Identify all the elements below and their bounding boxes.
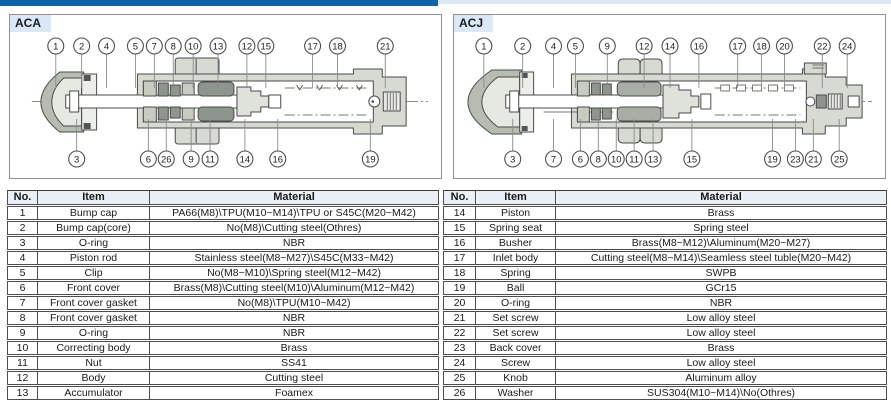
front-cover-gasket bbox=[591, 83, 600, 95]
cell-no: 22 bbox=[443, 326, 476, 340]
callout-number: 5 bbox=[132, 41, 139, 53]
callout-number: 12 bbox=[638, 41, 650, 53]
header-no: No. bbox=[443, 190, 476, 205]
cell-item: Front cover gasket bbox=[38, 296, 150, 310]
table-header-row bbox=[443, 190, 887, 205]
cell-item: Ball bbox=[476, 281, 556, 295]
callout-number: 2 bbox=[520, 41, 526, 53]
cell-no: 12 bbox=[7, 371, 38, 385]
ball bbox=[806, 97, 815, 106]
callout-number: 8 bbox=[170, 41, 176, 53]
cell-material: No(M8)\Cutting steel(Othres) bbox=[150, 221, 439, 235]
cell-material: Cutting steel(M8~M14)\Seamless steel tuble(M20~M42) bbox=[556, 251, 887, 265]
cell-material: Brass bbox=[150, 341, 439, 355]
table-row bbox=[443, 281, 887, 295]
header-item: Item bbox=[38, 190, 150, 205]
diagram-label-aca: ACA bbox=[10, 15, 51, 32]
cell-item: Front cover bbox=[38, 281, 150, 295]
callout-number: 3 bbox=[510, 154, 516, 166]
cell-no: 21 bbox=[443, 311, 476, 325]
header-material: Material bbox=[150, 190, 439, 205]
cell-no: 2 bbox=[7, 221, 38, 235]
piston-rod bbox=[506, 95, 665, 108]
cell-material: NBR bbox=[150, 236, 439, 250]
cell-material: SUS304(M10~M14)\No(Othres) bbox=[556, 386, 887, 400]
ball bbox=[369, 96, 380, 107]
cell-no: 1 bbox=[7, 206, 38, 220]
table-row bbox=[443, 356, 887, 370]
cell-item: Body bbox=[38, 371, 150, 385]
table-row bbox=[443, 341, 887, 355]
cell-item: O-ring bbox=[38, 326, 150, 340]
table-row bbox=[7, 206, 439, 220]
cell-no: 3 bbox=[7, 236, 38, 250]
cell-material: No(M8~M10)\Spring steel(M12~M42) bbox=[150, 266, 439, 280]
callout-number: 13 bbox=[647, 154, 659, 166]
diagram-aca-cross-section bbox=[10, 15, 441, 178]
accumulator bbox=[617, 82, 661, 96]
cell-no: 18 bbox=[443, 266, 476, 280]
callout-number: 6 bbox=[577, 154, 584, 166]
table-header-row bbox=[7, 190, 439, 205]
header-item: Item bbox=[476, 190, 556, 205]
header-no: No. bbox=[7, 190, 38, 205]
callout-number: 16 bbox=[693, 41, 705, 53]
callout-number: 13 bbox=[212, 41, 224, 53]
cell-no: 10 bbox=[7, 341, 38, 355]
table-row bbox=[7, 341, 439, 355]
cell-no: 5 bbox=[7, 266, 38, 280]
callout-number: 16 bbox=[272, 154, 284, 166]
table-row bbox=[7, 296, 439, 310]
cell-no: 11 bbox=[7, 356, 38, 370]
cell-item: Spring seat bbox=[476, 221, 556, 235]
cell-item: Piston bbox=[476, 206, 556, 220]
cell-item: Correcting body bbox=[38, 341, 150, 355]
callout-number: 23 bbox=[790, 154, 801, 166]
callout-number: 15 bbox=[686, 154, 698, 166]
table-row bbox=[443, 266, 887, 280]
diagram-label-acj: ACJ bbox=[454, 15, 493, 32]
cell-material: Stainless steel(M8~M27)\S45C(M33~M42) bbox=[150, 251, 439, 265]
cell-item: Set screw bbox=[476, 311, 556, 325]
callout-number: 17 bbox=[307, 41, 318, 53]
callout-number: 4 bbox=[103, 41, 110, 53]
nut-top bbox=[618, 59, 640, 74]
callout-number: 10 bbox=[187, 41, 199, 53]
callout-number: 19 bbox=[767, 154, 778, 166]
cell-material: Spring steel bbox=[556, 221, 887, 235]
callout-number: 18 bbox=[332, 41, 343, 53]
callout-number: 3 bbox=[74, 154, 80, 166]
piston-rod bbox=[66, 95, 247, 108]
cell-no: 6 bbox=[7, 281, 38, 295]
table-row bbox=[443, 206, 887, 220]
cell-no: 13 bbox=[7, 386, 38, 400]
cell-no: 26 bbox=[443, 386, 476, 400]
table-row bbox=[443, 236, 887, 250]
callout-number: 14 bbox=[239, 154, 251, 166]
cell-material: Low alloy steel bbox=[556, 356, 887, 370]
callout-number: 21 bbox=[808, 154, 819, 166]
cell-item: Piston rod bbox=[38, 251, 150, 265]
set-screw bbox=[383, 92, 400, 111]
cell-material: SWPB bbox=[556, 266, 887, 280]
table-row bbox=[7, 281, 439, 295]
topbar-accent-dark bbox=[0, 0, 438, 6]
cell-item: Spring bbox=[476, 266, 556, 280]
table-row bbox=[7, 236, 439, 250]
callout-number: 8 bbox=[595, 154, 601, 166]
table-row bbox=[7, 311, 439, 325]
table-row bbox=[7, 326, 439, 340]
cell-material: Foamex bbox=[150, 386, 439, 400]
callout-number: 6 bbox=[145, 154, 151, 166]
cell-no: 19 bbox=[443, 281, 476, 295]
callout-number: 7 bbox=[151, 41, 157, 53]
table-row bbox=[443, 371, 887, 385]
cell-material: Brass bbox=[556, 341, 887, 355]
table-row bbox=[7, 251, 439, 265]
callout-number: 7 bbox=[550, 154, 557, 166]
callout-number: 10 bbox=[610, 154, 622, 166]
callout-number: 15 bbox=[260, 41, 272, 53]
cell-material: SS41 bbox=[150, 356, 439, 370]
cell-no: 4 bbox=[7, 251, 38, 265]
callout-number: 1 bbox=[53, 41, 59, 53]
correcting-body bbox=[182, 83, 194, 95]
callout-number: 14 bbox=[664, 41, 676, 53]
table-row bbox=[7, 356, 439, 370]
parts-table-right bbox=[443, 189, 887, 401]
cell-item: Inlet body bbox=[476, 251, 556, 265]
cell-item: Screw bbox=[476, 356, 556, 370]
cell-no: 7 bbox=[7, 296, 38, 310]
cell-no: 25 bbox=[443, 371, 476, 385]
cell-item: Bump cap bbox=[38, 206, 150, 220]
table-row bbox=[443, 251, 887, 265]
cell-no: 15 bbox=[443, 221, 476, 235]
callout-number: 12 bbox=[241, 41, 253, 53]
cell-no: 17 bbox=[443, 251, 476, 265]
spring-seat bbox=[701, 94, 711, 109]
parts-tables bbox=[7, 189, 887, 401]
callout-number: 20 bbox=[779, 41, 790, 53]
front-cover-gasket bbox=[158, 83, 168, 96]
top-accent-bar bbox=[0, 0, 891, 6]
table-row bbox=[7, 266, 439, 280]
callout-number: 5 bbox=[572, 41, 579, 53]
cell-material: Cutting steel bbox=[150, 371, 439, 385]
callout-number: 11 bbox=[205, 154, 215, 166]
cell-material: No(M8)\TPU(M10~M42) bbox=[150, 296, 439, 310]
callout-number: 19 bbox=[365, 154, 376, 166]
cell-item: Set screw bbox=[476, 326, 556, 340]
callout-number: 17 bbox=[732, 41, 743, 53]
cell-item: Busher bbox=[476, 236, 556, 250]
cell-item: Washer bbox=[476, 386, 556, 400]
table-row bbox=[7, 371, 439, 385]
back-screw bbox=[848, 96, 859, 107]
table-row bbox=[443, 221, 887, 235]
callout-number: 21 bbox=[379, 41, 391, 53]
header-material: Material bbox=[556, 190, 887, 205]
cell-item: O-ring bbox=[38, 236, 150, 250]
nut-bottom bbox=[175, 128, 219, 144]
cell-material: NBR bbox=[150, 326, 439, 340]
callout-number: 2 bbox=[79, 41, 85, 53]
diagram-panels bbox=[9, 14, 886, 179]
cell-material: Aluminum alloy bbox=[556, 371, 887, 385]
nut-bottom bbox=[618, 128, 640, 143]
diagram-acj-cross-section bbox=[454, 15, 885, 178]
cell-material: Low alloy steel bbox=[556, 326, 887, 340]
callout-number: 11 bbox=[629, 154, 640, 166]
table-row bbox=[443, 326, 887, 340]
cell-item: Back cover bbox=[476, 341, 556, 355]
cell-material: Brass bbox=[556, 206, 887, 220]
cell-no: 20 bbox=[443, 296, 476, 310]
cell-no: 16 bbox=[443, 236, 476, 250]
cell-no: 9 bbox=[7, 326, 38, 340]
cell-no: 23 bbox=[443, 341, 476, 355]
cell-item: Knob bbox=[476, 371, 556, 385]
cell-material: NBR bbox=[556, 296, 887, 310]
callout-number: 22 bbox=[817, 41, 828, 53]
callout-number: 18 bbox=[756, 41, 767, 53]
cell-item: O-ring bbox=[476, 296, 556, 310]
cell-material: NBR bbox=[150, 311, 439, 325]
callout-number: 26 bbox=[161, 154, 172, 166]
cell-material: Low alloy steel bbox=[556, 311, 887, 325]
o-ring bbox=[816, 95, 826, 108]
cell-material: Brass(M8~M12)\Aluminum(M20~M27) bbox=[556, 236, 887, 250]
parts-table-left bbox=[7, 189, 439, 401]
cell-item: Nut bbox=[38, 356, 150, 370]
cell-item: Clip bbox=[38, 266, 150, 280]
table-row bbox=[7, 386, 439, 400]
diagram-panel-acj bbox=[453, 14, 886, 179]
callout-number: 24 bbox=[841, 41, 853, 53]
cell-material: GCr15 bbox=[556, 281, 887, 295]
cell-no: 8 bbox=[7, 311, 38, 325]
table-row bbox=[443, 311, 887, 325]
callout-number: 25 bbox=[833, 154, 845, 166]
cell-no: 24 bbox=[443, 356, 476, 370]
topbar-accent-light bbox=[438, 0, 891, 4]
cell-material: Brass(M8)\Cutting steel(M10)\Aluminum(M12~M42) bbox=[150, 281, 439, 295]
table-row bbox=[443, 296, 887, 310]
cell-item: Bump cap(core) bbox=[38, 221, 150, 235]
diagram-panel-aca bbox=[9, 14, 442, 179]
callout-number: 9 bbox=[188, 154, 194, 166]
cell-item: Accumulator bbox=[38, 386, 150, 400]
callout-number: 4 bbox=[550, 41, 557, 53]
accumulator bbox=[198, 82, 234, 96]
busher bbox=[269, 95, 281, 108]
table-row bbox=[7, 221, 439, 235]
callout-number: 1 bbox=[481, 41, 487, 53]
cell-no: 14 bbox=[443, 206, 476, 220]
nut-top bbox=[175, 58, 219, 74]
cell-material: PA66(M8)\TPU(M10~M14)\TPU or S45C(M20~M42) bbox=[150, 206, 439, 220]
callout-number: 9 bbox=[604, 41, 610, 53]
front-cover bbox=[577, 81, 589, 96]
table-row bbox=[443, 386, 887, 400]
cell-item: Front cover gasket bbox=[38, 311, 150, 325]
